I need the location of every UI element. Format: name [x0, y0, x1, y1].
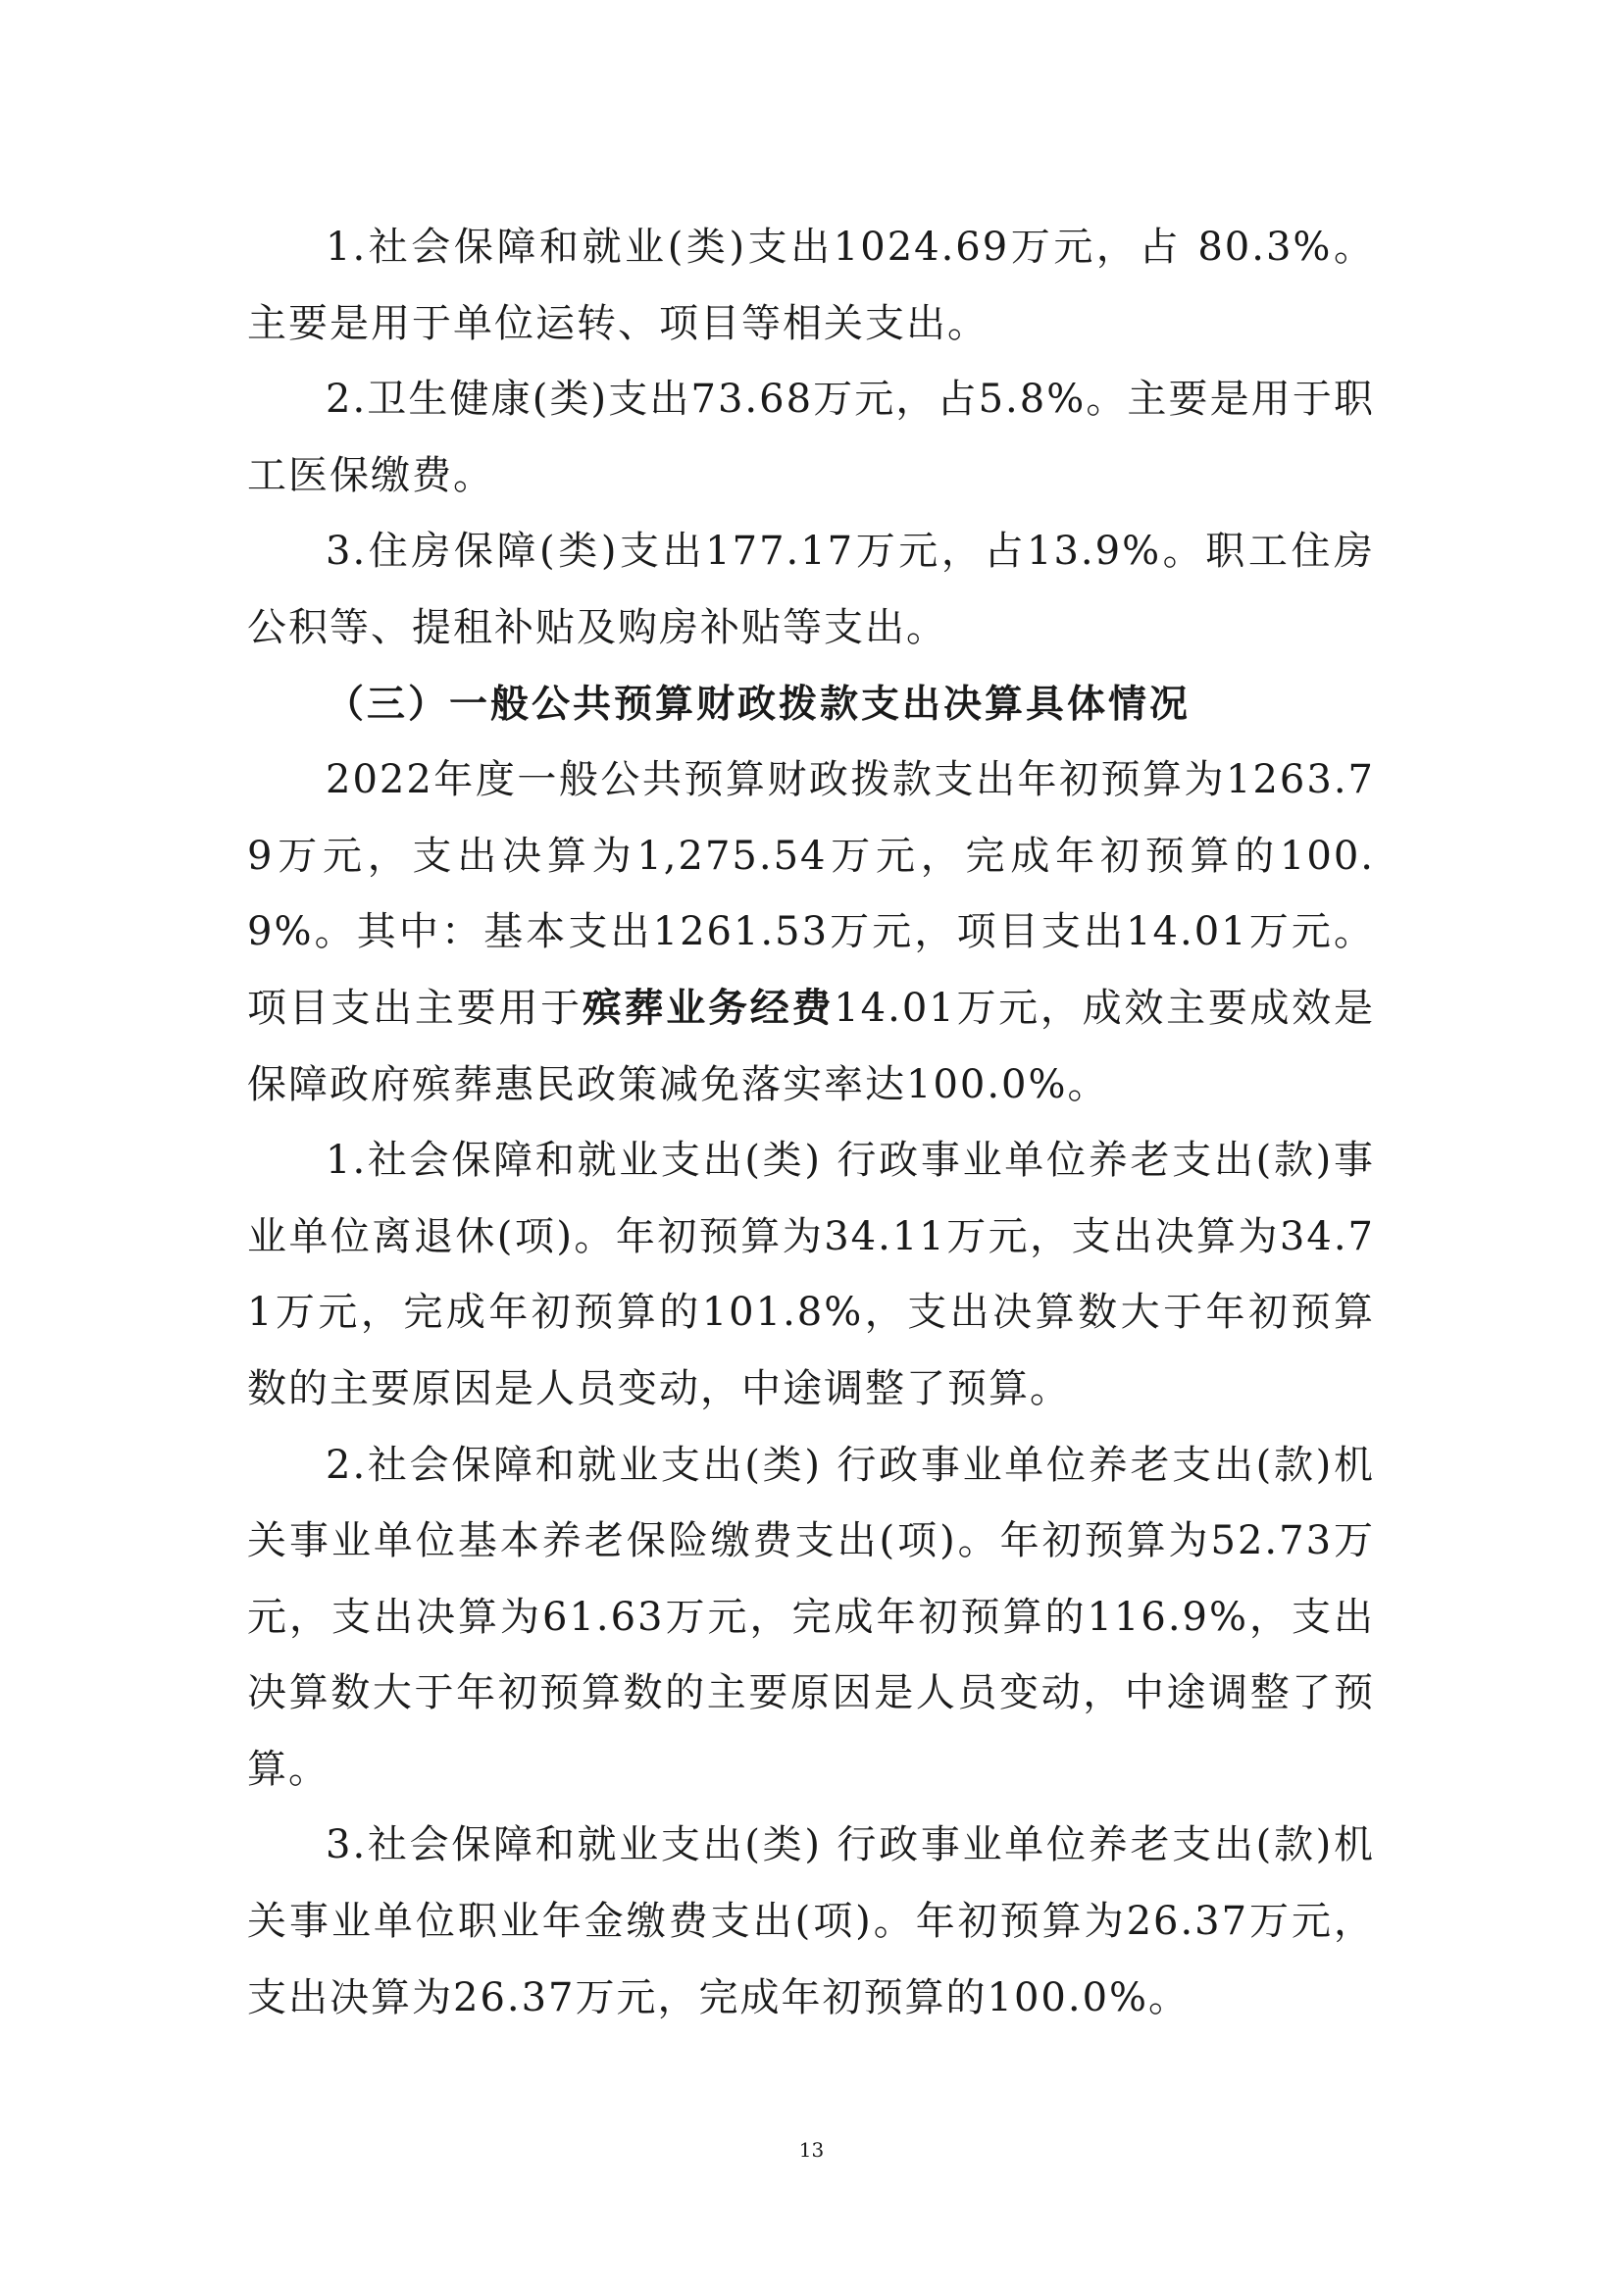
section-heading: （三）一般公共预算财政拨款支出决算具体情况: [326, 682, 1192, 727]
paragraph-item-2: 2.社会保障和就业支出(类) 行政事业单位养老支出(款)机关事业单位基本养老保险缴费支出(项)。年初预算为52.73万元，支出决算为61.63万元，完成年初预算的116.9%，支出决算数大于年初预算数的主要原因是人员变动，中途调整了预算。: [247, 1442, 1375, 1792]
paragraph-item-3: 3.社会保障和就业支出(类) 行政事业单位养老支出(款)机关事业单位职业年金缴费支出(项)。年初预算为26.37万元，支出决算为26.37万元，完成年初预算的100.0%。: [247, 1822, 1375, 2020]
summary-text-part1: 2022年度一般公共预算财政拨款支出年初预算为1263.79万元，支出决算为1,275.54万元，完成年初预算的100.9%。其中：基本支出1261.53万元，项目支出14.01万元。项目支出主要用于: [247, 757, 1375, 1031]
paragraph-item-1: 1.社会保障和就业支出(类) 行政事业单位养老支出(款)事业单位离退休(项)。年初预算为34.11万元，支出决算为34.71万元，完成年初预算的101.8%，支出决算数大于年初预算数的主要原因是人员变动，中途调整了预算。: [247, 1138, 1375, 1411]
paragraph-housing: 3.住房保障(类)支出177.17万元，占13.9%。职工住房公积等、提租补贴及购房补贴等支出。: [247, 529, 1375, 650]
paragraph-health: 2.卫生健康(类)支出73.68万元，占5.8%。主要是用于职工医保缴费。: [247, 377, 1375, 498]
page-number: 13: [798, 2138, 825, 2162]
summary-text-part2: 14.01万元，成效主要成效是保障政府殡葬惠民政策减免落实率达100.0%。: [247, 985, 1375, 1107]
summary-bold-item: 殡葬业务经费: [582, 985, 835, 1031]
page-body: [247, 210, 1375, 2036]
paragraph-summary: [247, 742, 1375, 1123]
paragraph-social-security: 1.社会保障和就业(类)支出1024.69万元，占 80.3%。主要是用于单位运转、项目等相关支出。: [247, 225, 1375, 346]
